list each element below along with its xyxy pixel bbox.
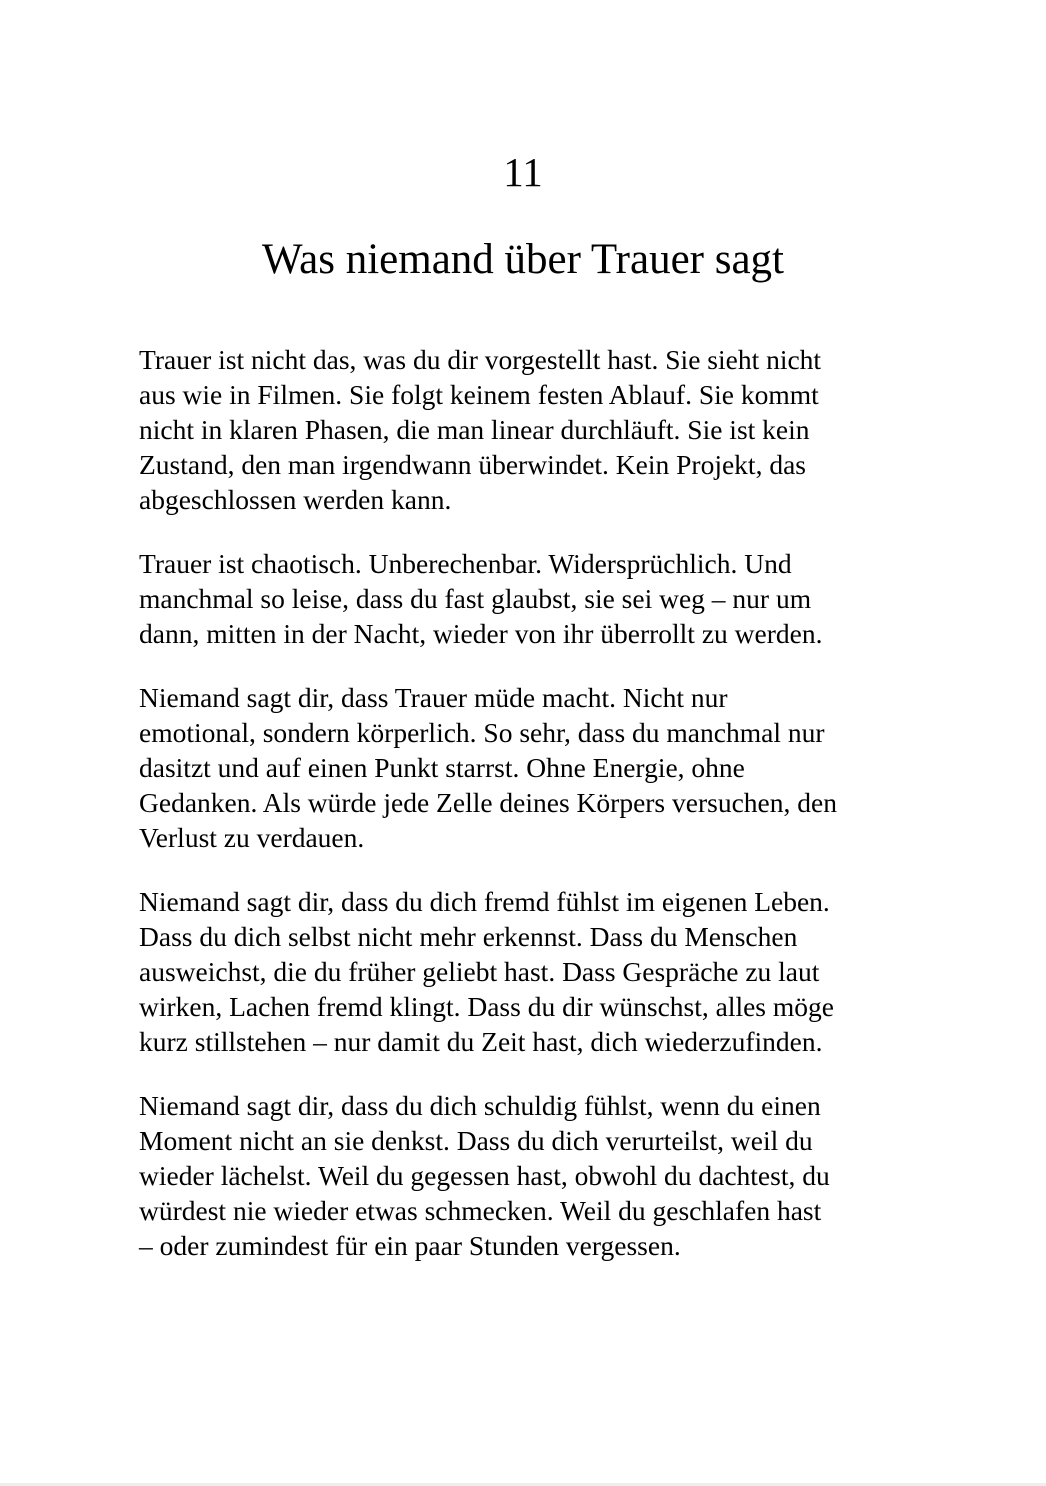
text-line: aus wie in Filmen. Sie folgt keinem festen Ablauf. Sie kommt (139, 379, 819, 410)
chapter-number: 11 (503, 149, 543, 195)
text-line: Niemand sagt dir, dass Trauer müde macht. Nicht nur (139, 682, 728, 713)
paragraph (139, 884, 909, 1059)
text-line: emotional, sondern körperlich. So sehr, dass du manchmal nur (139, 717, 825, 748)
paragraph (139, 342, 909, 517)
text-line: Zustand, den man irgendwann überwindet. Kein Projekt, das (139, 449, 806, 480)
text-line: Trauer ist nicht das, was du dir vorgestellt hast. Sie sieht nicht (139, 344, 822, 375)
paragraph (139, 1088, 909, 1263)
text-line: Dass du dich selbst nicht mehr erkennst. Dass du Menschen (139, 921, 798, 952)
text-line: – oder zumindest für ein paar Stunden vergessen. (139, 1230, 681, 1261)
text-line: Niemand sagt dir, dass du dich schuldig fühlst, wenn du einen (139, 1090, 821, 1121)
text-line: kurz stillstehen – nur damit du Zeit hast, dich wiederzufinden. (139, 1026, 823, 1057)
text-line: ausweichst, die du früher geliebt hast. Dass Gespräche zu laut (139, 956, 820, 987)
text-line: dasitzt und auf einen Punkt starrst. Ohne Energie, ohne (139, 752, 745, 783)
paragraph (139, 680, 909, 855)
text-line: dann, mitten in der Nacht, wieder von ihr überrollt zu werden. (139, 618, 823, 649)
text-line: manchmal so leise, dass du fast glaubst, sie sei weg – nur um (139, 583, 812, 614)
text-line: abgeschlossen werden kann. (139, 484, 452, 515)
paragraph (139, 546, 909, 651)
text-line: wieder lächelst. Weil du gegessen hast, obwohl du dachtest, du (139, 1160, 830, 1191)
chapter-body (139, 342, 909, 1292)
chapter-title: Was niemand über Trauer sagt (262, 236, 784, 283)
text-line: Niemand sagt dir, dass du dich fremd fühlst im eigenen Leben. (139, 886, 830, 917)
text-line: Verlust zu verdauen. (139, 822, 365, 853)
text-line: Gedanken. Als würde jede Zelle deines Körpers versuchen, den (139, 787, 837, 818)
text-line: Moment nicht an sie denkst. Dass du dich verurteilst, weil du (139, 1125, 813, 1156)
text-line: würdest nie wieder etwas schmecken. Weil du geschlafen hast (139, 1195, 822, 1226)
text-line: nicht in klaren Phasen, die man linear durchläuft. Sie ist kein (139, 414, 810, 445)
text-line: wirken, Lachen fremd klingt. Dass du dir wünschst, alles möge (139, 991, 834, 1022)
text-line: Trauer ist chaotisch. Unberechenbar. Widersprüchlich. Und (139, 548, 792, 579)
